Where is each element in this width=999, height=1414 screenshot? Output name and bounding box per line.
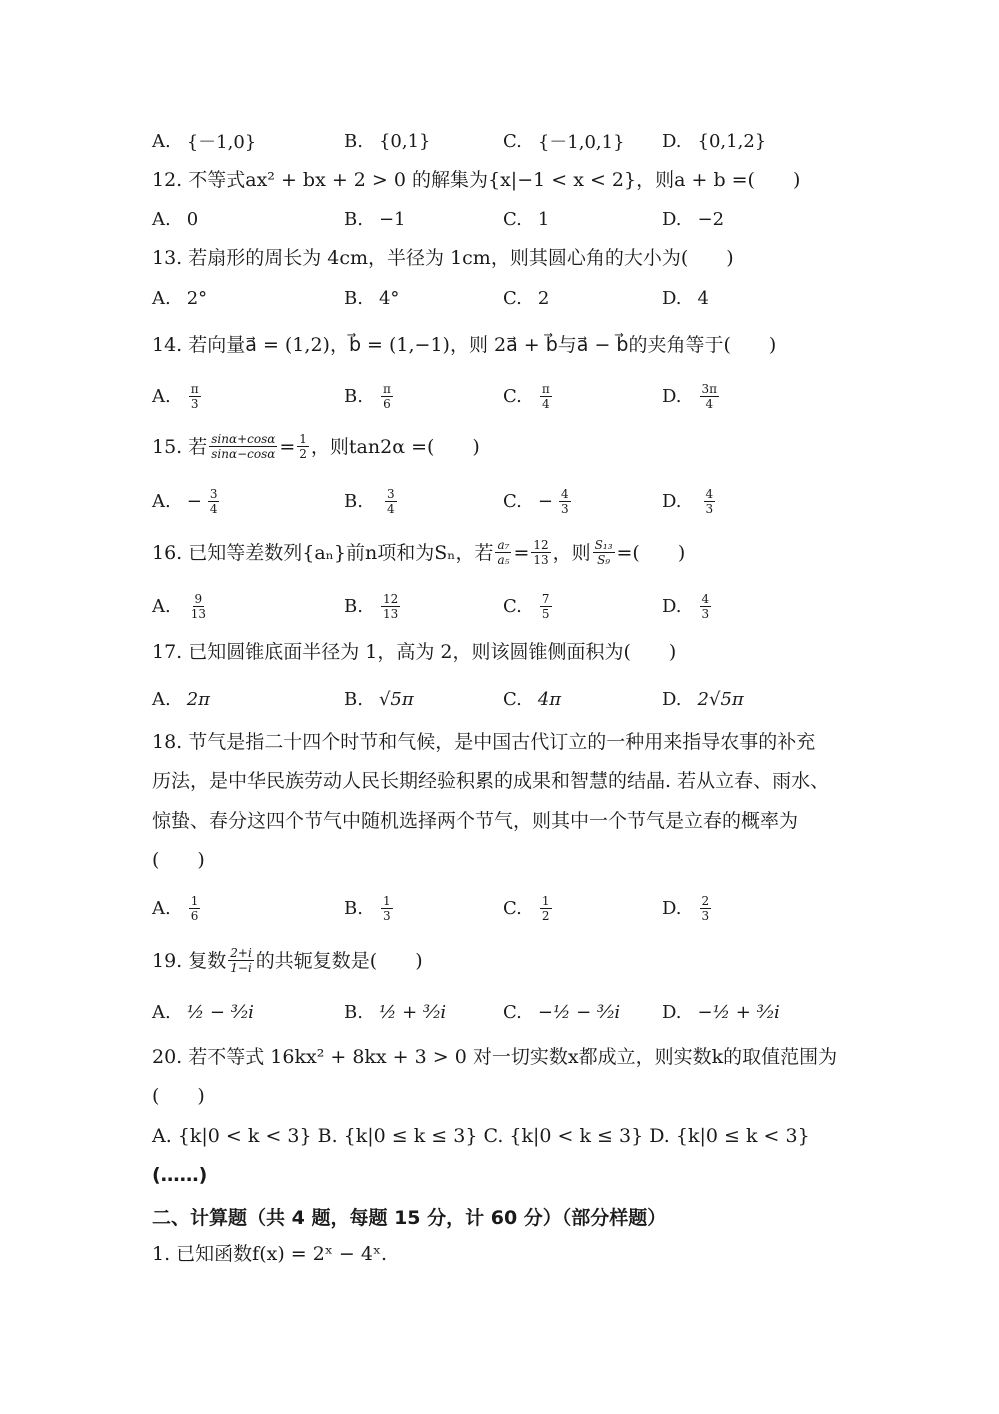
q17-stem: 17. 已知圆锥底面半径为 1，高为 2，则该圆锥侧面积为( ) [152, 641, 677, 663]
fraction: $\frac{1}{2}$ [541, 893, 550, 923]
q13-stem: 13. 若扇形的周长为 4cm，半径为 1cm，则其圆心角的大小为( ) [152, 247, 734, 269]
fraction: $\frac{1}{3}$ [382, 893, 391, 923]
calc-question-1: 1. 已知函数f(x) = 2ˣ − 4ˣ. [152, 1243, 388, 1265]
option-b: B. $\frac{1}{3}$ [344, 893, 391, 923]
option-a: A. ½ − ³⁄₂i [152, 1001, 254, 1023]
fraction: $\frac{1}{2}$ [299, 432, 307, 461]
q18-line-4: ( ) [152, 849, 205, 871]
option-c: C. − $\frac{4}{3}$ [503, 486, 569, 516]
option-d: D. 2√5π [662, 688, 744, 710]
option-c: C. 4π [503, 688, 562, 710]
ellipsis-note: (……) [152, 1164, 208, 1186]
option-c: C. 2 [503, 287, 550, 309]
fraction: $\frac{4}{3}$ [560, 486, 569, 516]
q19-stem: 19. 复数 $\frac{2+i}{1-i}$ 的共轭复数是( ) [152, 946, 423, 975]
option-a: A. − $\frac{3}{4}$ [152, 486, 218, 516]
option-d: D. 4 [662, 287, 709, 309]
option-c: C. $\frac{7}{5}$ [503, 591, 550, 621]
fraction: $\frac{\text{S₁₃}}{\text{S₉}}$ [594, 538, 613, 567]
option-c: C. $\frac{1}{2}$ [503, 893, 550, 923]
option-a: A. 0 [152, 208, 199, 230]
fraction: $\frac{9}{13}$ [190, 591, 207, 621]
option-b: B. $\frac{12}{13}$ [344, 591, 399, 621]
option-c: C. −½ − ³⁄₂i [503, 1001, 621, 1023]
q20-line-1: 20. 若不等式 16kx² + 8kx + 3 > 0 对一切实数x都成立，则实数k的取值范围为 [152, 1046, 838, 1068]
option-a: A. 2π [152, 688, 211, 710]
option-a: A. {－1,0} [152, 130, 257, 153]
fraction: $\frac{3}{4}$ [386, 486, 395, 516]
q20-options: A. {k|0 < k < 3} B. {k|0 ≤ k ≤ 3} C. {k|0 < k ≤ 3} D. {k|0 ≤ k < 3} [152, 1125, 810, 1147]
fraction: $\frac{1}{6}$ [190, 893, 199, 923]
option-a: A. 2° [152, 287, 208, 309]
q12-stem: 12. 不等式ax² + bx + 2 > 0 的解集为{x|−1 < x < 2}，则a + b =( ) [152, 169, 801, 191]
option-d: D. $\frac{4}{3}$ [662, 486, 714, 516]
fraction: $\frac{7}{5}$ [541, 591, 550, 621]
q20-line-2: ( ) [152, 1085, 205, 1107]
option-d: D. $\frac{2}{3}$ [662, 893, 710, 923]
option-d: D. $\frac{4}{3}$ [662, 591, 710, 621]
fraction: $\frac{\pi}{3}$ [190, 381, 199, 411]
option-b: B. $\frac{3}{4}$ [344, 486, 395, 516]
option-b: B. {0,1} [344, 130, 431, 152]
q15-stem: 15. 若 $\frac{\sin\alpha+\cos\alpha}{\sin\alpha-\cos\alpha}$ = $\frac{1}{2}$ ，则tan2α =( ) [152, 432, 480, 461]
fraction: $\frac{4}{3}$ [701, 591, 710, 621]
option-d: D. $\frac{3\pi}{4}$ [662, 381, 718, 411]
fraction: $\frac{4}{3}$ [705, 486, 714, 516]
option-b: B. 4° [344, 287, 400, 309]
option-a: A. $\frac{1}{6}$ [152, 893, 199, 923]
q18-line-2: 历法，是中华民族劳动人民长期经验积累的成果和智慧的结晶. 若从立春、雨水、 [152, 770, 830, 792]
option-d: D. {0,1,2} [662, 130, 767, 152]
q16-stem: 16. 已知等差数列{aₙ}前n项和为Sₙ，若 $\frac{\text{a₇}}{\text{a₅}}$ = $\frac{12}{13}$ ，则 $\frac{\text{S₁₃}}{\text{S₉}}$ =( ) [152, 538, 686, 567]
fraction: $\frac{3}{4}$ [209, 486, 218, 516]
fraction: $\frac{12}{13}$ [533, 538, 549, 567]
option-a: A. $\frac{\pi}{3}$ [152, 381, 199, 411]
fraction: $\frac{12}{13}$ [382, 591, 399, 621]
fraction: $\frac{2+i}{1-i}$ [230, 946, 252, 975]
fraction: $\frac{\pi}{6}$ [382, 381, 391, 411]
option-b: B. $\frac{\pi}{6}$ [344, 381, 391, 411]
option-b: B. −1 [344, 208, 406, 230]
fraction: $\frac{3\pi}{4}$ [701, 381, 718, 411]
option-b: B. ½ + ³⁄₂i [344, 1001, 447, 1023]
fraction: $\frac{\text{a₇}}{\text{a₅}}$ [497, 538, 510, 567]
q18-line-1: 18. 节气是指二十四个时节和气候，是中国古代订立的一种用来指导农事的补充 [152, 731, 816, 753]
option-d: D. −2 [662, 208, 725, 230]
option-d: D. −½ + ³⁄₂i [662, 1001, 780, 1023]
option-a: A. $\frac{9}{13}$ [152, 591, 207, 621]
q14-stem: 14. 若向量a⃗ = (1,2)，b⃗ = (1,−1)，则 2a⃗ + b⃗与a⃗ − b⃗的夹角等于( ) [152, 334, 777, 356]
fraction: $\frac{\sin\alpha+\cos\alpha}{\sin\alpha-\cos\alpha}$ [211, 432, 276, 461]
option-c: C. 1 [503, 208, 550, 230]
option-c: C. $\frac{\pi}{4}$ [503, 381, 550, 411]
fraction: $\frac{\pi}{4}$ [541, 381, 550, 411]
q18-line-3: 惊蛰、春分这四个节气中随机选择两个节气，则其中一个节气是立春的概率为 [152, 810, 799, 832]
section-title: 二、计算题（共 4 题，每题 15 分，计 60 分）（部分样题） [152, 1207, 667, 1229]
fraction: $\frac{2}{3}$ [701, 893, 710, 923]
option-b: B. √5π [344, 688, 414, 710]
option-c: C. {－1,0,1} [503, 130, 625, 153]
